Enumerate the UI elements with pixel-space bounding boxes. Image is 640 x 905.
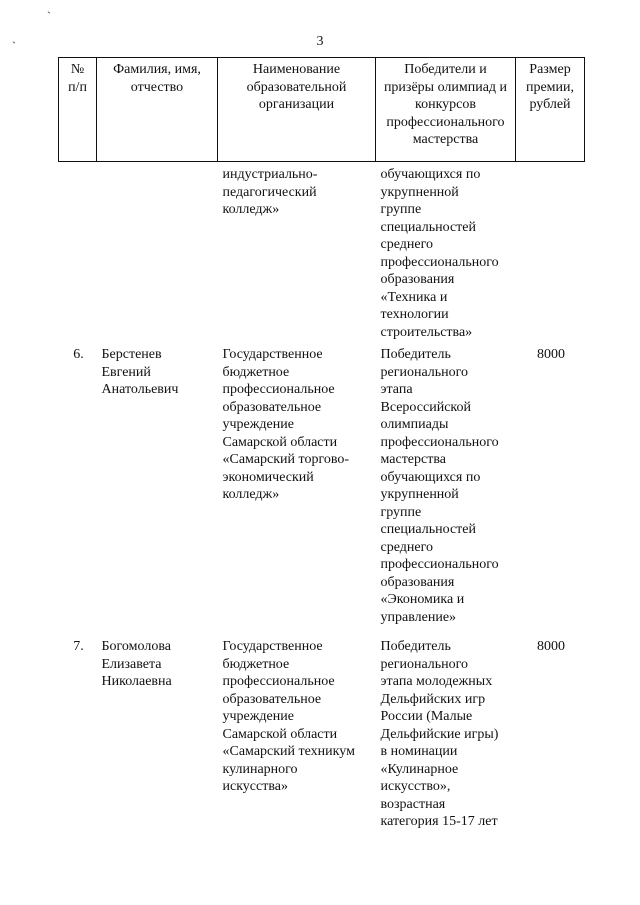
awards-table	[58, 57, 585, 858]
table-row	[59, 638, 585, 858]
cell-number	[59, 162, 97, 347]
table-row	[59, 346, 585, 638]
cell-number: 7.	[73, 639, 84, 654]
header-achievement: Победители и призёры олимпиад и конкурсов профессионального мастерства	[376, 58, 516, 162]
cell-prize: 8000	[537, 347, 565, 362]
cell-organization: Государственное бюджетное профессиональное образовательное учреждение Самарской области «Самарский техникум кулинарного искусства»	[222, 639, 355, 794]
header-number: № п/п	[59, 58, 97, 162]
cell-prize: 8000	[537, 639, 565, 654]
scan-mark: `	[12, 39, 16, 53]
cell-organization: индустриально- педагогический колледж»	[222, 167, 318, 217]
header-full-name: Фамилия, имя, отчество	[97, 58, 218, 162]
header-organization: Наименование образовательной организации	[218, 58, 376, 162]
scan-mark: `	[47, 9, 51, 23]
cell-achievement: обучающихся по укрупненной группе специальностей среднего профессионального образования «Техника и технологии строительства»	[380, 167, 499, 340]
page-number: 3	[316, 34, 324, 49]
cell-full-name: Берстенев Евгений Анатольевич	[101, 347, 179, 397]
header-prize: Размер премии, рублей	[516, 58, 585, 162]
table-header-row	[59, 58, 585, 162]
cell-full-name	[97, 162, 218, 347]
table-row	[59, 162, 585, 347]
cell-organization: Государственное бюджетное профессиональное образовательное учреждение Самарской области «Самарский торгово- экономический колледж»	[222, 347, 350, 502]
cell-full-name: Богомолова Елизавета Николаевна	[101, 639, 172, 689]
cell-achievement: Победитель регионального этапа молодежных Дельфийских игр России (Малые Дельфийские игры) в номинации «Кулинарное искусство», возрастная категория 15-17 лет	[380, 639, 499, 829]
cell-prize	[516, 162, 585, 347]
cell-number: 6.	[73, 347, 84, 362]
cell-achievement: Победитель регионального этапа Всероссийской олимпиады профессионального мастерства обучающихся по укрупненной группе специальностей среднего профессионального образования «Экономика и управление»	[380, 347, 499, 625]
